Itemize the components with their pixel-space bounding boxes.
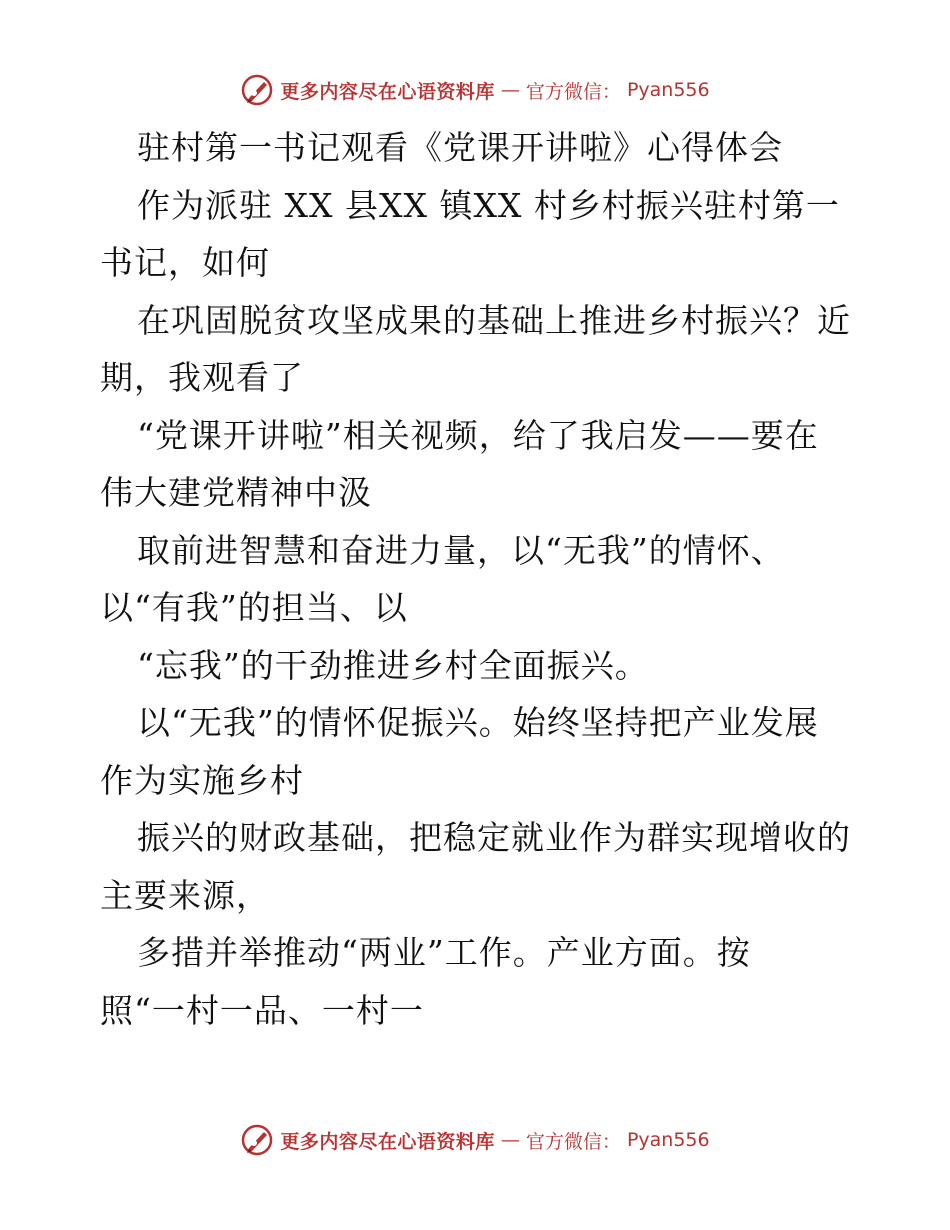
- pen-logo-icon: [240, 73, 274, 107]
- paragraph-line: 多措并举推动“两业”工作。产业方面。按: [137, 933, 751, 972]
- paragraph-line: 伟大建党精神中汲: [100, 473, 372, 512]
- footer-wechat-id: Pyan556: [626, 1129, 710, 1151]
- paragraph-line: 作为实施乡村: [100, 761, 304, 800]
- footer-wechat-label: 官方微信：: [525, 1130, 621, 1153]
- header-banner-separator: —: [500, 79, 520, 101]
- paragraph-line: “党课开讲啦”相关视频，给了我启发——要在: [137, 416, 819, 455]
- header-wechat-label: 官方微信：: [525, 80, 621, 103]
- header-banner-text: 更多内容尽在心语资料库: [280, 80, 495, 103]
- paragraph-line: 以“有我”的担当、以: [100, 588, 408, 627]
- header-wechat-id: Pyan556: [626, 79, 710, 101]
- footer-banner-separator: —: [500, 1129, 520, 1151]
- paragraph-line: 振兴的财政基础，把稳定就业作为群实现增收的: [137, 818, 851, 857]
- paragraph-line: 在巩固脱贫攻坚成果的基础上推进乡村振兴？近: [137, 301, 851, 340]
- paragraph-line: 取前进智慧和奋进力量，以“无我”的情怀、: [137, 531, 785, 570]
- document-title: 驻村第一书记观看《党课开讲啦》心得体会: [137, 128, 783, 167]
- paragraph-line: 作为派驻 XX 县XX 镇XX 村乡村振兴驻村第一: [137, 186, 840, 225]
- paragraph-line: 期，我观看了: [100, 358, 304, 397]
- header-banner: [0, 70, 950, 110]
- footer-banner: [0, 1120, 950, 1160]
- footer-banner-text: 更多内容尽在心语资料库: [280, 1130, 495, 1153]
- paragraph-line: 以“无我”的情怀促振兴。始终坚持把产业发展: [137, 703, 819, 742]
- paragraph-line: “忘我”的干劲推进乡村全面振兴。: [137, 646, 649, 685]
- paragraph-line: 照“一村一品、一村一: [100, 991, 424, 1030]
- paragraph-line: 书记，如何: [100, 243, 270, 282]
- paragraph-line: 主要来源，: [100, 876, 270, 915]
- pen-logo-icon: [240, 1123, 274, 1157]
